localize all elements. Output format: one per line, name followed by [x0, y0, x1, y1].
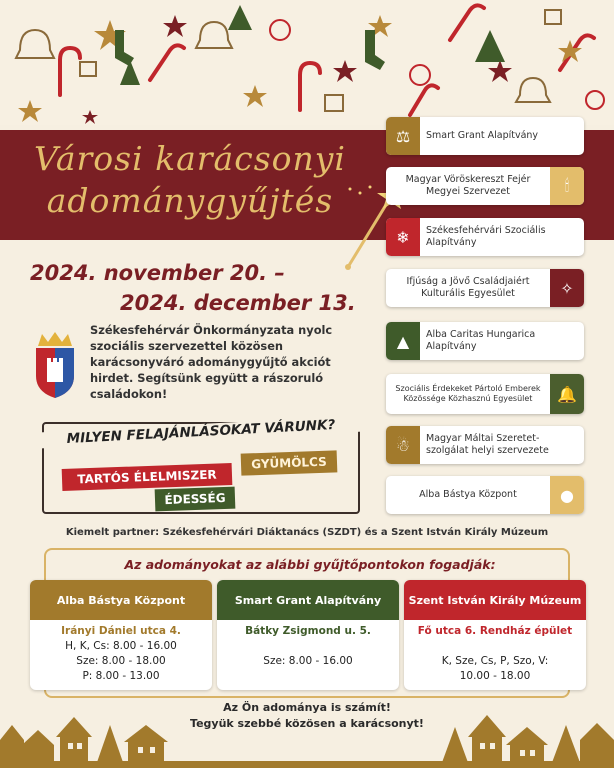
- opening-hours: H, K, Cs: 8.00 - 16.00: [65, 640, 177, 652]
- offers-title: MILYEN FELAJÁNLÁSOKAT VÁRUNK?: [36, 415, 366, 448]
- closing-line-1: Az Ön adománya is számít!: [223, 701, 391, 714]
- collection-point-address: Fő utca 6. Rendház épület: [417, 625, 573, 637]
- offer-tag-fruit: GYÜMÖLCS: [241, 450, 338, 475]
- bell-icon: 🔔: [550, 374, 584, 414]
- tree-icon: ▲: [386, 322, 420, 360]
- offer-tag-food: TARTÓS ÉLELMISZER: [62, 463, 233, 491]
- opening-hours: P: 8.00 - 13.00: [82, 670, 160, 682]
- opening-hours: Sze: 8.00 - 16.00: [263, 655, 353, 667]
- org-name: Szociális Érdekeket Pártoló Emberek Közössége Közhasznú Egyesület: [395, 384, 541, 403]
- partner-text: Kiemelt partner: Székesfehérvári Diáktanács (SZDT) és a Szent István Király Múzeum: [65, 527, 549, 538]
- org-card: [386, 167, 584, 205]
- handshake-icon: ⚖: [386, 117, 420, 155]
- org-name: Ifjúság a Jövő Családjaiért Kulturális Egyesület: [406, 276, 530, 299]
- org-card: [386, 426, 584, 464]
- intro-text: Székesfehérvár Önkormányzata nyolc szociális szervezettel közösen karácsonyváró adománygyűjtő akciót hirdet. Segítsünk együtt a rászoruló családokon!: [90, 323, 333, 401]
- candle-icon: 🕯: [550, 167, 584, 205]
- snowman-icon: ☃: [386, 426, 420, 464]
- collection-point-card: [217, 580, 399, 690]
- closing-message: [0, 700, 614, 732]
- star-icon: [82, 15, 512, 124]
- collection-point-name: Smart Grant Alapítvány: [217, 580, 399, 620]
- candy-cane-icon: [60, 5, 594, 115]
- closing-line-2: Tegyük szebbé közösen a karácsonyt!: [190, 717, 424, 730]
- opening-hours: [404, 639, 586, 654]
- title-line-1: Városi karácsonyi: [34, 139, 346, 178]
- org-card: [386, 117, 584, 155]
- org-card: [386, 476, 584, 514]
- collection-title: Az adományokat az alábbi gyűjtőpontokon fogadják:: [124, 557, 496, 572]
- ornament-icon: ●: [550, 476, 584, 514]
- org-name: Smart Grant Alapítvány: [426, 130, 539, 141]
- date-start: 2024. november 20. –: [30, 261, 285, 285]
- collection-point-card: [30, 580, 212, 690]
- opening-hours: 10.00 - 18.00: [459, 670, 531, 682]
- org-name: Magyar Máltai Szeretet-szolgálat helyi szervezete: [426, 433, 549, 456]
- title-line-2: adománygyűjtés: [46, 181, 334, 220]
- date-end: 2024. december 13.: [120, 291, 356, 315]
- collection-point-name: Szent István Király Múzeum: [404, 580, 586, 620]
- org-name: Alba Caritas Hungarica Alapítvány: [426, 329, 536, 352]
- opening-hours: K, Sze, Cs, P, Szo, V:: [441, 655, 549, 667]
- org-card: [386, 322, 584, 360]
- collection-point-address: Irányi Dániel utca 4.: [61, 625, 181, 637]
- org-card: [386, 374, 584, 414]
- offer-tag-sweets: ÉDESSÉG: [155, 487, 236, 512]
- ornament-icon: [270, 20, 604, 109]
- page-title: [20, 138, 360, 222]
- collection-point-name: Alba Bástya Központ: [30, 580, 212, 620]
- stocking-icon: ✧: [550, 269, 584, 307]
- christmas-pattern: [0, 0, 614, 125]
- org-name: Magyar Vöröskereszt Fejér Megyei Szervezet: [405, 174, 531, 197]
- opening-hours: [217, 639, 399, 654]
- campaign-dates: [30, 258, 360, 318]
- org-card: [386, 218, 584, 256]
- city-crest-icon: [30, 332, 80, 398]
- collection-point-address: Bátky Zsigmond u. 5.: [245, 625, 371, 637]
- org-name: Alba Bástya Központ: [419, 489, 517, 500]
- org-card: [386, 269, 584, 307]
- org-name: Székesfehérvári Szociális Alapítvány: [426, 225, 546, 248]
- snowflake-icon: ❄: [386, 218, 420, 256]
- opening-hours: Sze: 8.00 - 18.00: [76, 655, 166, 667]
- collection-point-card: [404, 580, 586, 690]
